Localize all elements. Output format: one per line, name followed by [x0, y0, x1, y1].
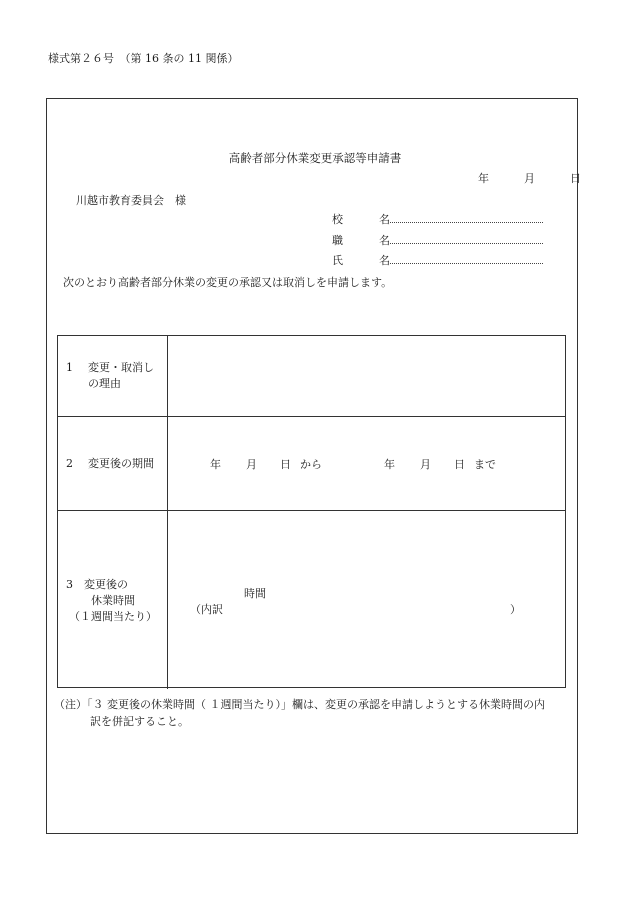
from-year: 年 — [210, 458, 221, 471]
form-number: 様式第２６号 （第 16 条の 11 関係） — [48, 52, 239, 65]
hours-unit: 時間 — [244, 587, 266, 600]
table-row-period — [58, 417, 565, 511]
table-row-hours — [58, 511, 565, 689]
note-line-2: 訳を併記すること。 — [90, 715, 189, 728]
date-year: 年 — [478, 172, 489, 185]
person-label-2: 名 — [379, 254, 390, 267]
to-suffix: まで — [474, 458, 496, 471]
application-table — [57, 335, 566, 688]
position-name-line[interactable] — [390, 243, 543, 244]
from-day: 日 — [280, 458, 291, 471]
period-input-cell[interactable] — [168, 417, 565, 510]
from-suffix: から — [300, 458, 322, 471]
to-year: 年 — [384, 458, 395, 471]
person-name-line[interactable] — [390, 263, 543, 264]
addressee: 川越市教育委員会 様 — [76, 194, 186, 207]
date-day: 日 — [570, 172, 581, 185]
school-label-2: 名 — [379, 213, 390, 226]
date-line — [478, 170, 581, 186]
reason-label: 1 変更・取消し の理由 — [66, 361, 154, 390]
breakdown-open: （内訳 — [190, 603, 223, 616]
note — [54, 696, 579, 730]
hours-label: 3 変更後の 休業時間 （１週間当たり） — [66, 578, 157, 623]
table-row-reason — [58, 336, 565, 417]
position-label-1: 職 — [332, 234, 343, 247]
from-month: 月 — [246, 458, 257, 471]
school-label-1: 校 — [332, 213, 343, 226]
reason-input-cell[interactable] — [168, 336, 565, 416]
period-label: 2 変更後の期間 — [66, 457, 154, 470]
position-label-2: 名 — [379, 234, 390, 247]
date-month: 月 — [524, 172, 535, 185]
person-label-1: 氏 — [332, 254, 343, 267]
note-line-1: （注）「３ 変更後の休業時間（ １週間当たり）」欄は、変更の承認を申請しようとする休業時間の内 — [54, 698, 545, 711]
document-title: 高齢者部分休業変更承認等申請書 — [228, 151, 402, 165]
breakdown-close: ） — [510, 603, 521, 616]
school-name-line[interactable] — [390, 222, 543, 223]
to-month: 月 — [420, 458, 431, 471]
hours-input-cell[interactable] — [168, 511, 565, 689]
intro-text: 次のとおり高齢者部分休業の変更の承認又は取消しを申請します。 — [63, 276, 393, 289]
to-day: 日 — [454, 458, 465, 471]
